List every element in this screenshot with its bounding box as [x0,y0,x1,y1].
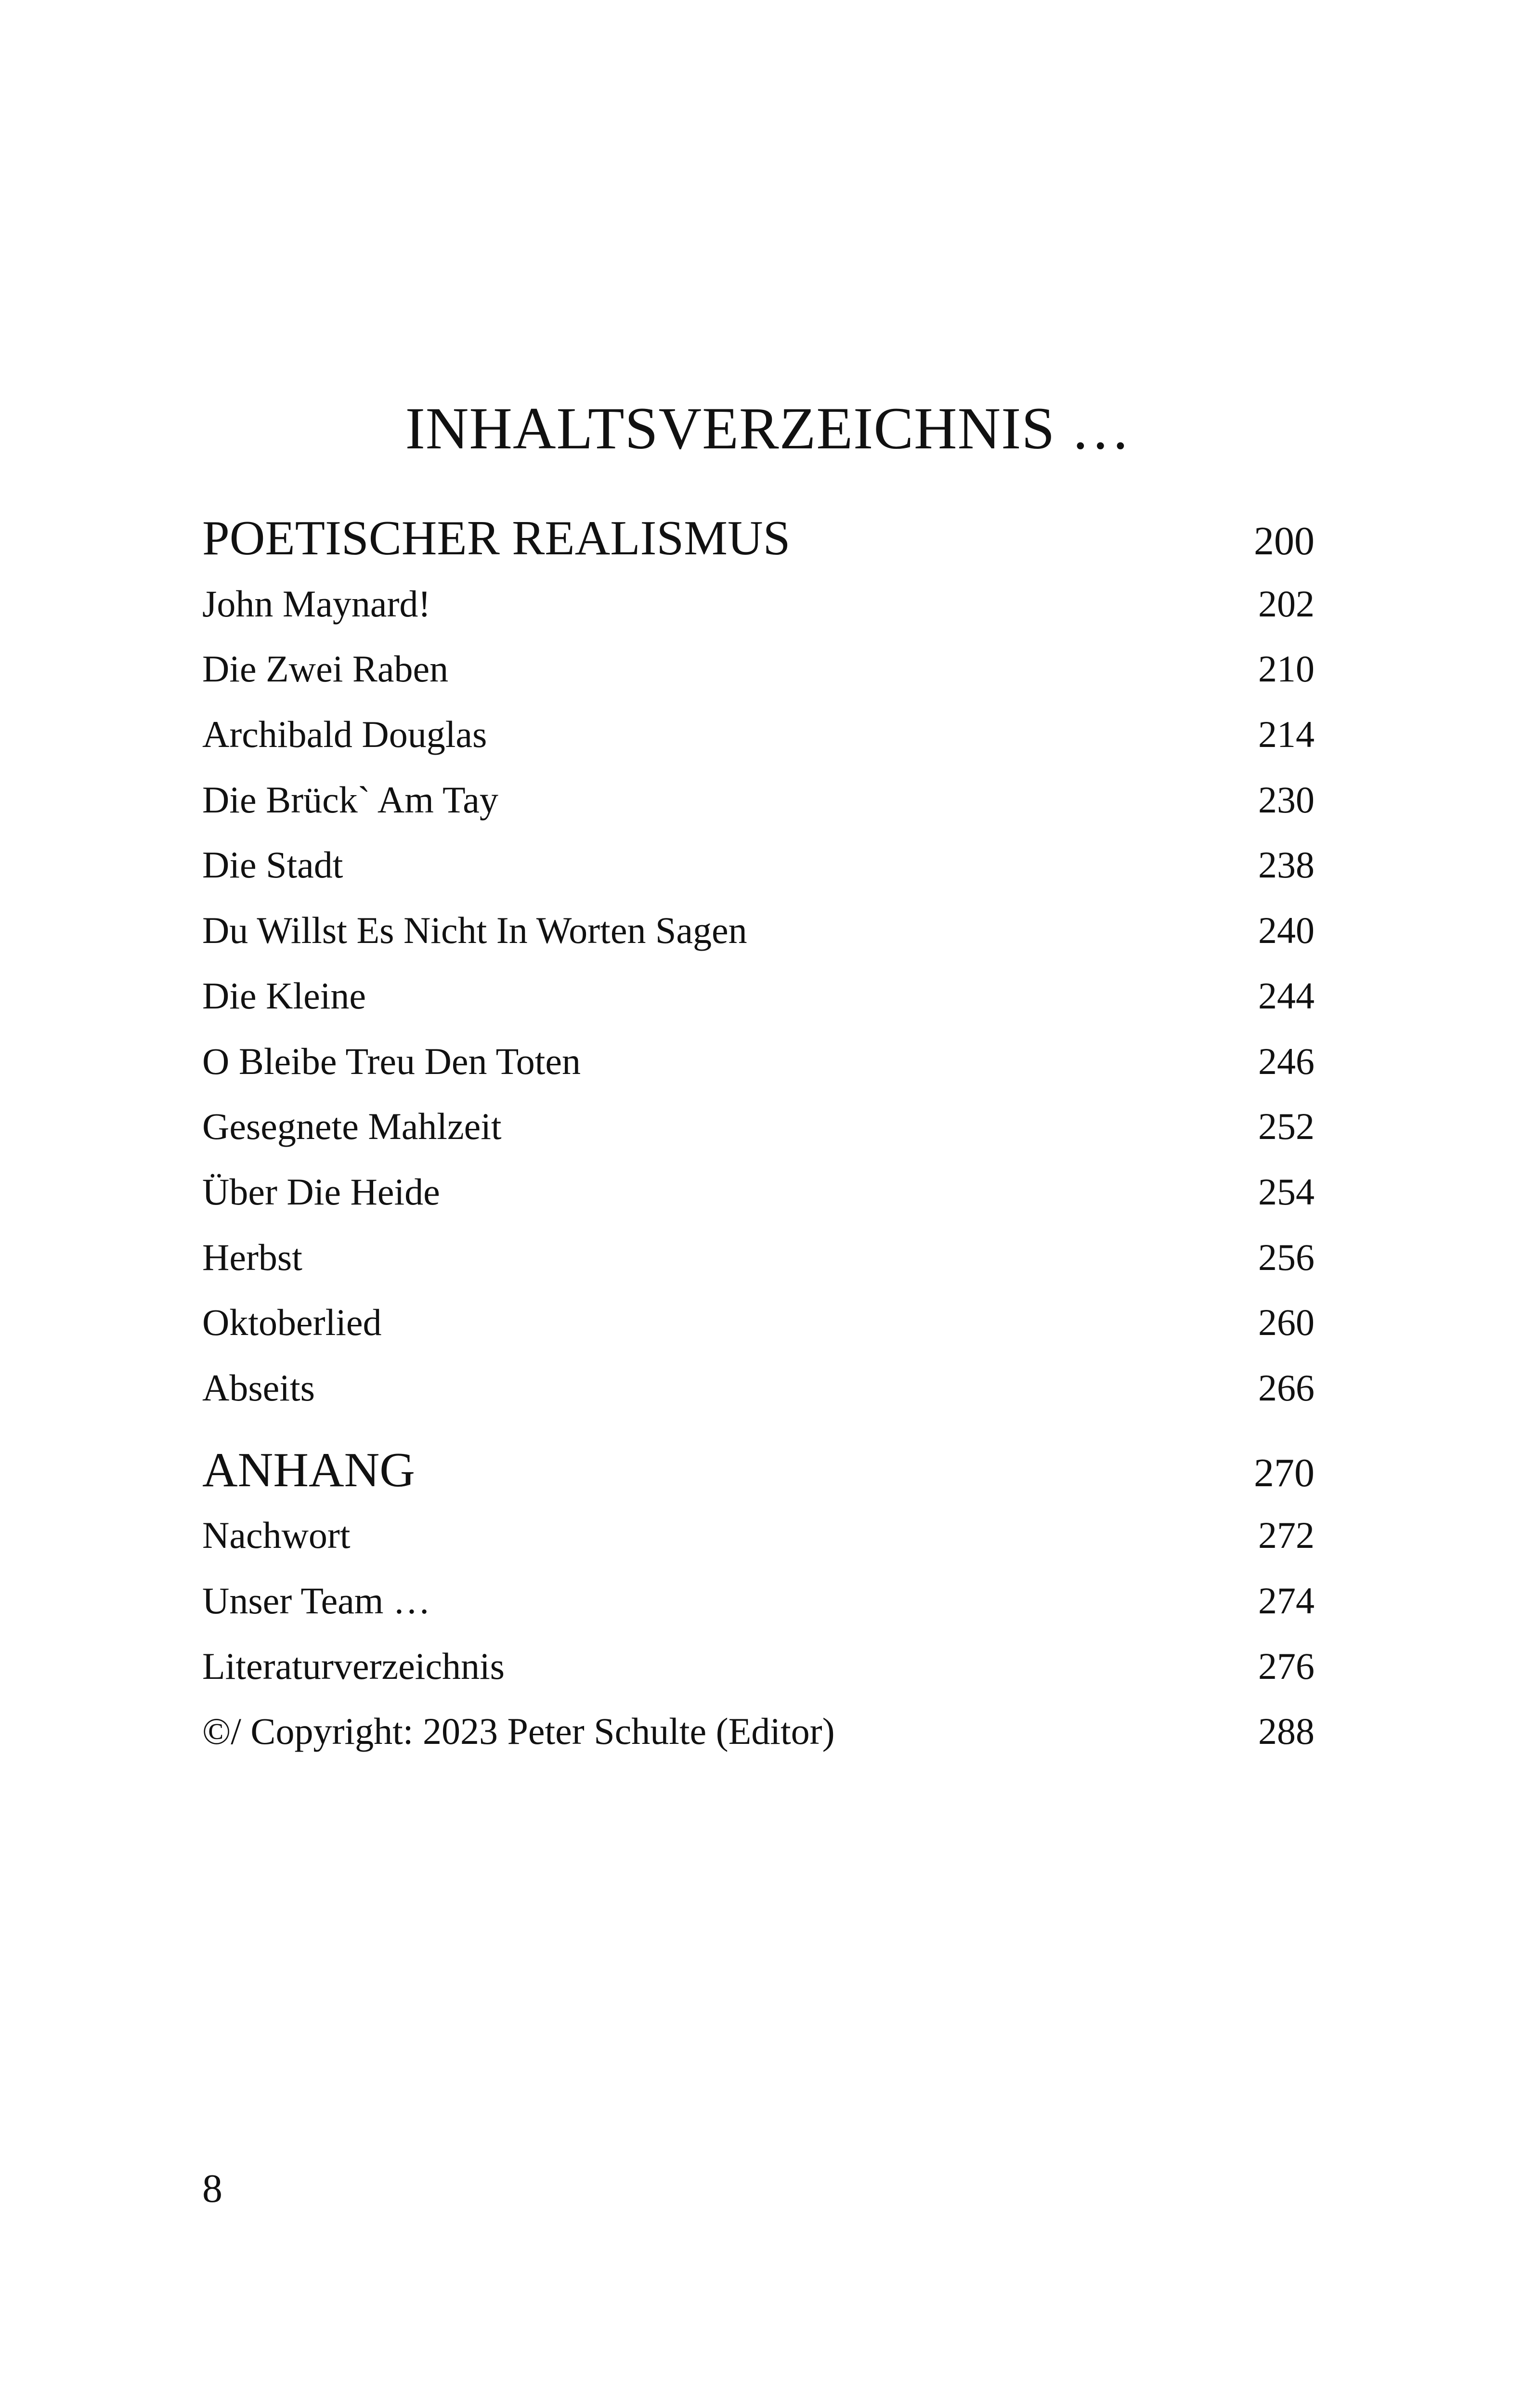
toc-entry [202,1029,1315,1094]
page-number: 8 [202,2166,222,2211]
toc-entry-title: Oktoberlied [202,1301,382,1344]
toc-entry [202,1503,1315,1568]
toc-entry-page: 266 [1258,1366,1315,1409]
toc-entry [202,898,1315,963]
toc-entry [202,832,1315,898]
toc-entry-page: 256 [1258,1236,1315,1278]
toc-entry-title: Abseits [202,1366,315,1409]
toc-section [202,1438,1315,1503]
toc-entry-page: 288 [1258,1710,1315,1753]
toc-entry-page: 260 [1258,1301,1315,1344]
toc-entry-title: Nachwort [202,1514,351,1557]
toc-entry-title: O Bleibe Treu Den Toten [202,1040,581,1082]
toc-entry [202,767,1315,833]
toc-entry-title: Die Brück` Am Tay [202,778,498,821]
toc-entry-title: Archibald Douglas [202,713,487,756]
toc-entry-title: Über Die Heide [202,1170,440,1213]
toc-entry-page: 254 [1258,1170,1315,1213]
toc-entry-page: 210 [1258,648,1315,690]
toc-entry-page: 276 [1258,1645,1315,1687]
toc-entry-page: 244 [1258,974,1315,1017]
toc-entry-page: 246 [1258,1040,1315,1082]
toc-entry-page: 252 [1258,1105,1315,1148]
table-of-contents [202,506,1315,1764]
toc-entry [202,1568,1315,1634]
toc-section [202,506,1315,571]
page-title: INHALTSVERZEICHNIS … [405,395,1131,461]
toc-entry-page: 240 [1258,909,1315,952]
toc-entry-title: Die Zwei Raben [202,648,449,690]
toc-section-title: ANHANG [202,1442,415,1497]
toc-entry-title: ©/ Copyright: 2023 Peter Schulte (Editor) [202,1710,835,1753]
toc-entry-page: 202 [1258,582,1315,625]
toc-entry [202,1634,1315,1699]
toc-entry-title: Herbst [202,1236,302,1278]
toc-entry [202,636,1315,702]
toc-entry [202,963,1315,1029]
toc-entry-title: Die Kleine [202,974,366,1017]
toc-entry [202,571,1315,637]
toc-entry-title: Literaturverzeichnis [202,1645,505,1687]
toc-entry [202,1290,1315,1355]
toc-entry-page: 214 [1258,713,1315,756]
toc-entry-title: John Maynard! [202,582,431,625]
toc-section-page: 270 [1254,1450,1315,1495]
toc-entry [202,1355,1315,1421]
toc-entry-title: Gesegnete Mahlzeit [202,1105,502,1148]
toc-entry-title: Du Willst Es Nicht In Worten Sagen [202,909,747,952]
toc-entry-title: Unser Team … [202,1580,430,1622]
toc-entry [202,1699,1315,1764]
toc-section-page: 200 [1254,519,1315,563]
toc-section-title: POETISCHER REALISMUS [202,511,791,565]
toc-entry [202,1159,1315,1225]
toc-entry-page: 274 [1258,1580,1315,1622]
toc-entry [202,702,1315,767]
toc-entry-page: 230 [1258,778,1315,821]
toc-entry [202,1094,1315,1159]
toc-entry-page: 238 [1258,844,1315,886]
toc-entry [202,1225,1315,1290]
toc-entry-title: Die Stadt [202,844,343,886]
toc-entry-page: 272 [1258,1514,1315,1557]
